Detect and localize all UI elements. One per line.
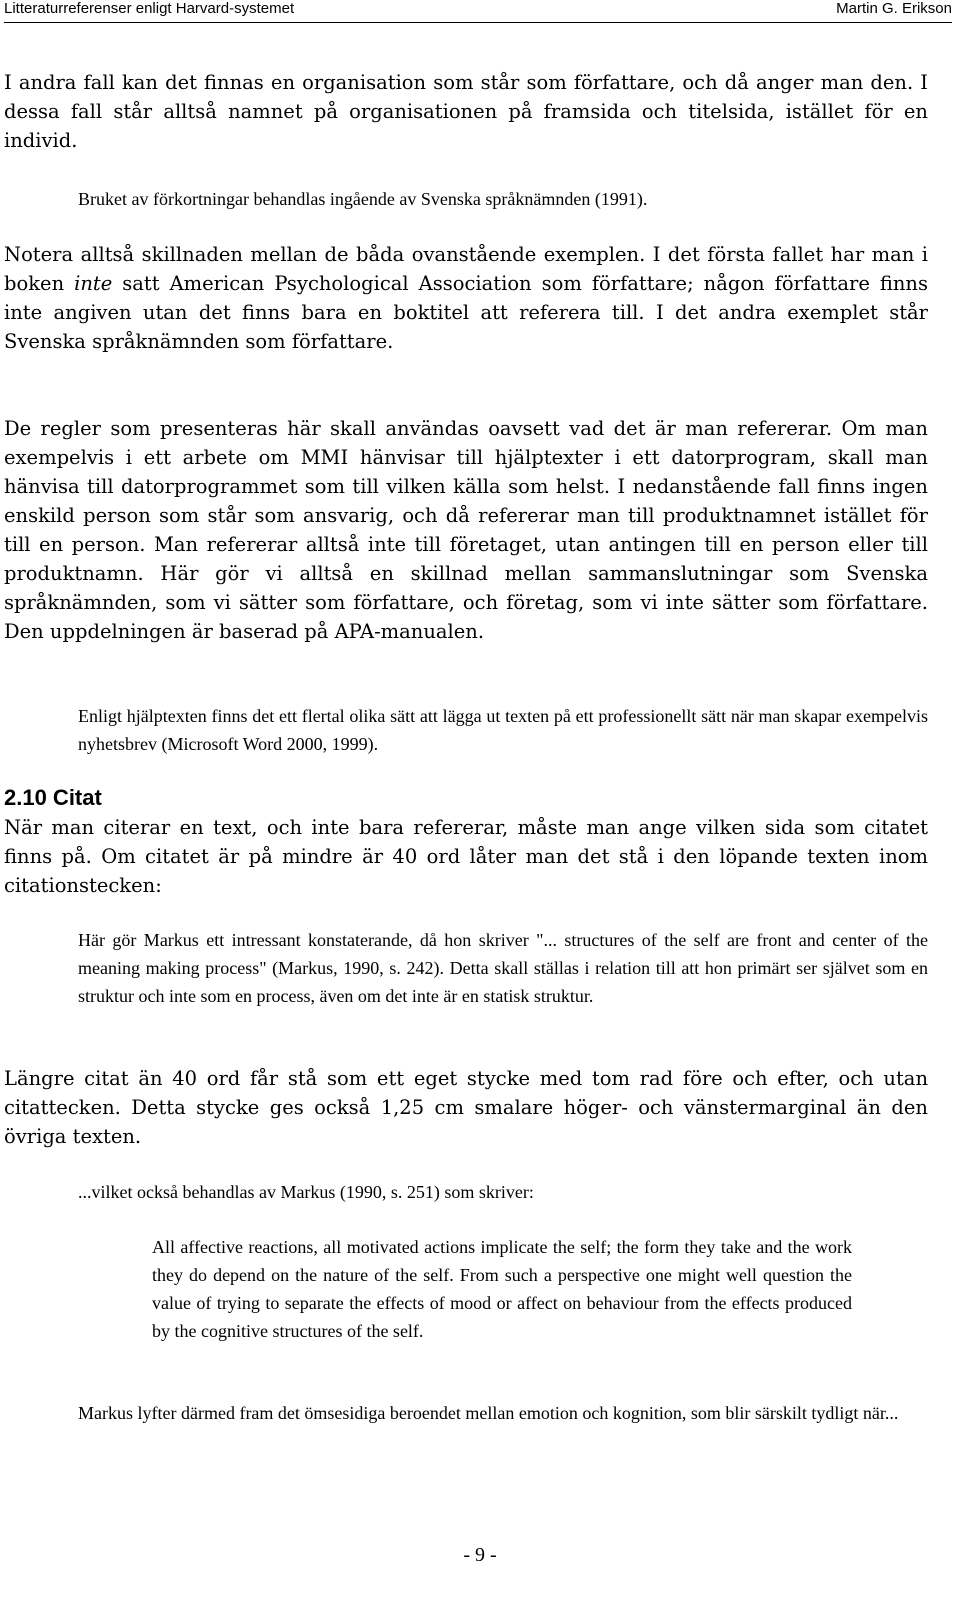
block-quote: All affective reactions, all motivated actions implicate the self; the form they take and the work they do depend on the nature of the self. From such a perspective one might well question the value of trying to separate the effects of mood or affect on behaviour from the effects produced by the cognitive structures of the self. [152,1237,852,1341]
paragraph-citing: När man citerar en text, och inte bara refererar, måste man ange vilken sida som citatet finns på. Om citatet är på mindre är 40 ord låter man det stå i den löpande texten inom citationstecken: [4,816,928,897]
example-intro-block-quote: ...vilket också behandlas av Markus (1990, s. 251) som skriver: [78,1182,534,1202]
section-heading-citat: 2.10 Citat [4,785,102,810]
author-name: Martin G. Erikson [836,0,952,17]
page-header [4,0,952,23]
example-help-text: Enligt hjälptexten finns det ett flertal olika sätt att lägga ut texten på ett professionellt sätt när man skapar exempelvis nyhetsbrev (Microsoft Word 2000, 1999). [78,706,928,754]
emphasis-inte: inte [74,272,113,295]
example-markus-conclusion: Markus lyfter därmed fram det ömsesidiga beroendet mellan emotion och kognition, som blir särskilt tydligt när... [78,1403,899,1423]
document-title: Litteraturreferenser enligt Harvard-systemet [4,0,295,17]
paragraph-rules: De regler som presenteras här skall användas oavsett vad det är man refererar. Om man exempelvis i ett arbete om MMI hänvisar till hjälptexter i ett datorprogram, skall man hänvisa till datorprogrammet som till vilken källa som helst. I nedanstående fall finns ingen enskild person som står som ansvarig, och då refererar man till produktnamnet istället för till en person. Man refererar alltså inte till företaget, utan antingen till en person eller till produktnamn. Här gör vi alltså en skillnad mellan sammanslutningar som Svenska språknämnden, som vi sätter som författare, och företag, som vi inte sätter som författare. Den uppdelningen är baserad på APA-manualen. [4,417,928,643]
paragraph-difference-part2: satt American Psychological Association som författare; någon författare finns inte angiven utan det finns bara en boktitel att referera till. I det andra exemplet står Svenska språknämnden som författare. [4,272,928,353]
example-short-quote: Här gör Markus ett intressant konstaterande, då hon skriver "... structures of the self are front and center of the meaning making process" (Markus, 1990, s. 242). Detta skall ställas i relation till att hon primärt ser självet som en struktur och inte som en process, även om det inte är en statisk struktur. [78,930,928,1006]
paragraph-long-quotes: Längre citat än 40 ord får stå som ett eget stycke med tom rad före och efter, och utan citattecken. Detta stycke ges också 1,25 cm smalare höger- och vänstermarginal än den övriga texten. [4,1067,928,1148]
paragraph-difference [4,240,928,356]
paragraph-organisation-author: I andra fall kan det finnas en organisation som står som författare, och då anger man den. I dessa fall står alltså namnet på organisationen på framsida och titelsida, istället för en individ. [4,71,928,152]
paragraph-difference-part1: Notera alltså skillnaden mellan de båda ovanstående exemplen. I det första fallet har man i boken [4,243,928,295]
page-number: - 9 - [463,1544,497,1566]
example-abbreviations: Bruket av förkortningar behandlas ingående av Svenska språknämnden (1991). [78,189,648,209]
